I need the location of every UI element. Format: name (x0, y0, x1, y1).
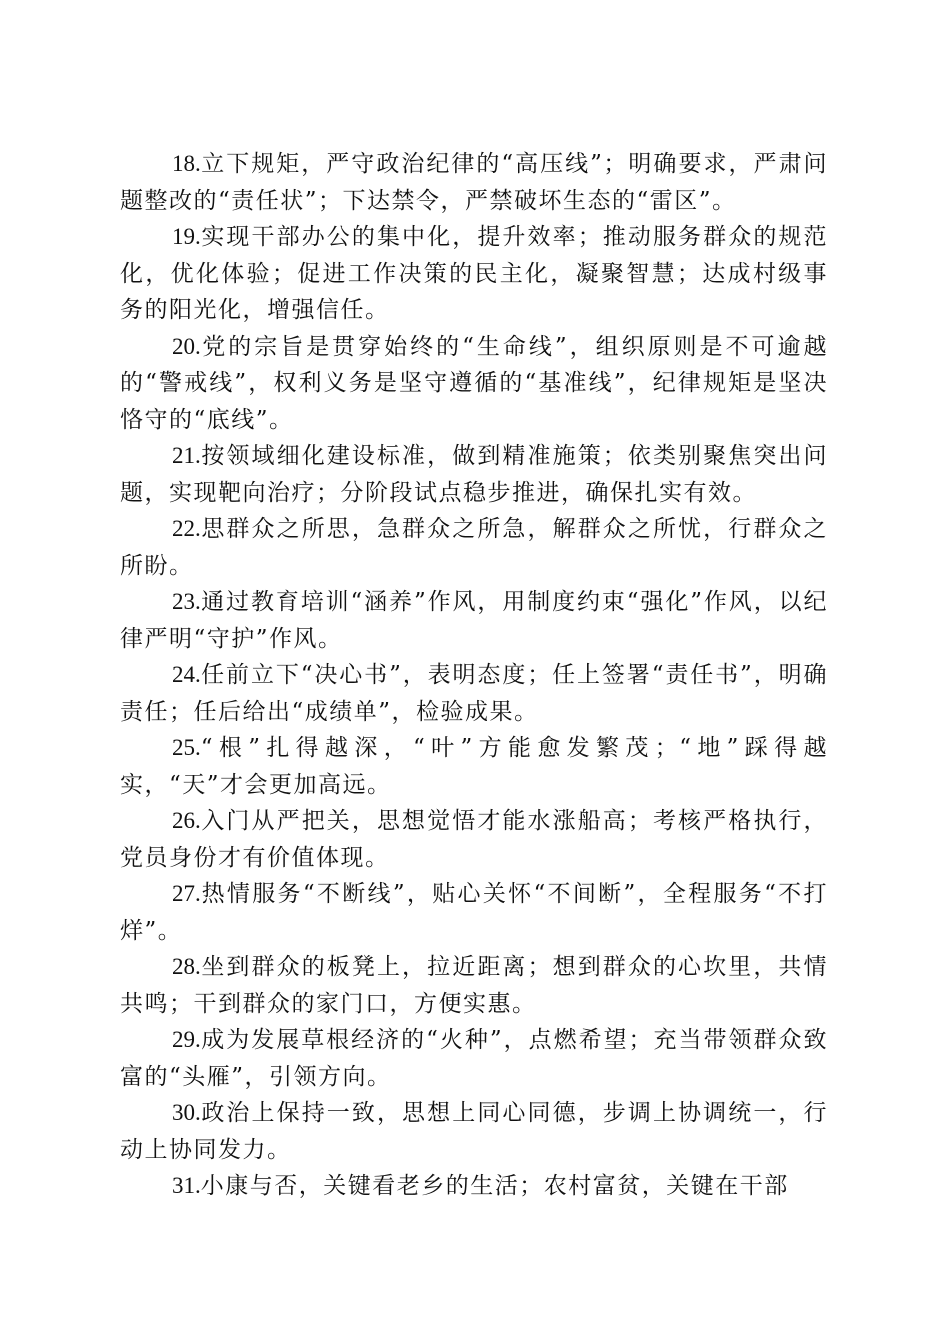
item-number: 21. (172, 443, 201, 468)
list-item-30 (120, 1095, 828, 1168)
item-number: 20. (172, 333, 201, 359)
item-text: 立下规矩，严守政治纪律的“高压线”；明确要求，严肃问题整改的“责任状”；下达禁令，严禁破坏生态的“雷区”。 (120, 151, 828, 214)
item-number: 29. (172, 1027, 201, 1052)
item-number: 24. (172, 662, 201, 687)
list-item-19 (120, 219, 828, 329)
list-item-24 (120, 657, 828, 730)
item-text: 坐到群众的板凳上，拉近距离；想到群众的心坎里，共情共鸣；干到群众的家门口，方便实惠。 (120, 954, 828, 1017)
list-item-26 (120, 803, 828, 876)
item-number: 19. (172, 224, 201, 249)
item-text: 通过教育培训“涵养”作风，用制度约束“强化”作风，以纪律严明“守护”作风。 (120, 589, 828, 652)
list-item-27 (120, 876, 828, 949)
item-number: 25. (172, 735, 201, 760)
item-number: 30. (172, 1100, 201, 1125)
item-text: 成为发展草根经济的“火种”，点燃希望；充当带领群众致富的“头雁”，引领方向。 (120, 1027, 828, 1090)
list-item-18 (120, 146, 828, 219)
item-text: 实现干部办公的集中化，提升效率；推动服务群众的规范化，优化体验；促进工作决策的民主化，凝聚智慧；达成村级事务的阳光化，增强信任。 (120, 224, 828, 323)
list-item-31 (120, 1168, 828, 1205)
list-item-20 (120, 329, 828, 439)
item-number: 23. (172, 589, 201, 614)
item-text: 入门从严把关，思想觉悟才能水涨船高；考核严格执行，党员身份才有价值体现。 (120, 808, 828, 871)
item-text: 任前立下“决心书”，表明态度；任上签署“责任书”，明确责任；任后给出“成绩单”，检验成果。 (120, 662, 828, 725)
list-item-29 (120, 1022, 828, 1095)
list-item-22 (120, 511, 828, 584)
item-text: 热情服务“不断线”，贴心关怀“不间断”，全程服务“不打烊”。 (120, 881, 828, 944)
item-number: 18. (172, 151, 201, 176)
document-body (120, 146, 828, 1205)
item-text: “根”扎得越深，“叶”方能愈发繁茂；“地”踩得越实，“天”才会更加高远。 (120, 735, 828, 798)
list-item-28 (120, 949, 828, 1022)
list-item-23 (120, 584, 828, 657)
item-text: 按领域细化建设标准，做到精准施策；依类别聚焦突出问题，实现靶向治疗；分阶段试点稳步推进，确保扎实有效。 (120, 443, 828, 506)
item-number: 31. (172, 1173, 201, 1198)
item-text: 政治上保持一致，思想上同心同德，步调上协调统一，行动上协同发力。 (120, 1100, 828, 1163)
item-number: 26. (172, 808, 201, 833)
list-item-21 (120, 438, 828, 511)
item-text: 思群众之所思，急群众之所急，解群众之所忧，行群众之所盼。 (120, 516, 828, 579)
item-number: 22. (172, 516, 201, 541)
item-number: 28. (172, 954, 201, 979)
item-number: 27. (172, 881, 201, 906)
list-item-25 (120, 730, 828, 803)
item-text: 小康与否，关键看老乡的生活；农村富贫，关键在干部 (200, 1173, 789, 1199)
item-text: 党的宗旨是贯穿始终的“生命线”，组织原则是不可逾越的“警戒线”，权利义务是坚守遵循的“基准线”，纪律规矩是坚决恪守的“底线”。 (120, 333, 828, 433)
